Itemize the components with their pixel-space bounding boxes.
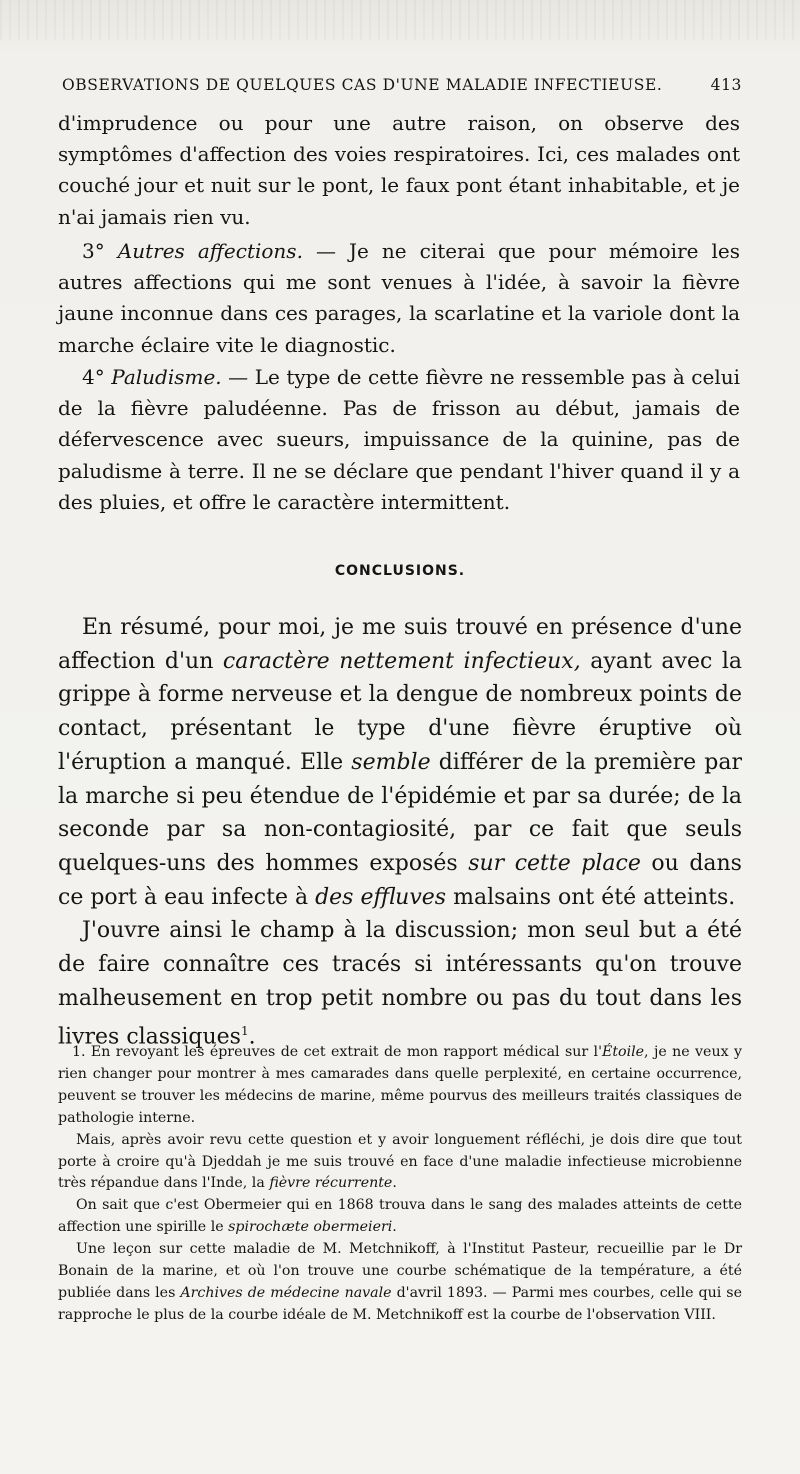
section-number: 4° [82,365,105,389]
section-title-conclusions: CONCLUSIONS. [334,563,466,579]
paragraph-paludisme [58,362,740,518]
footnote-paragraph: On sait que c'est Obermeier qui en 1868 trouva dans le sang des malades atteints de cette affection une spirille le spirochæte obermeieri. [58,1197,742,1236]
footnote-marker: 1 [240,1024,249,1039]
paragraph-respiratory [58,108,740,233]
footnote-1: 1. En revoyant les épreuves de cet extrait de mon rapport médical sur l'Étoile, je ne veux y rien changer pour montrer à mes camarades dans quelle perplexité, en certaine occurrence, peuvent se trouver les médecins de marine, même pourvus des meilleurs traités classiques de pathologie interne. [58,1044,742,1126]
paragraph-text: — Le type de cette fièvre ne ressemble pas à celui de la fièvre paludéenne. Pas de frisson au début, jamais de défervescence avec sueurs, impuissance de la quinine, pas de paludisme à terre. Il ne se déclare que pendant l'hiver quand il y a des pluies, et offre le caractère intermittent. [58,365,740,514]
section-heading: Autres affections. [117,239,303,263]
paragraph-text: — Je ne citerai que pour mémoire les autres affections qui me sont venues à l'idée, à savoir la fièvre jaune inconnue dans ces parages, la scarlatine et la variole dont la marche éclaire vite le diagnostic. [58,239,740,357]
conclusion-paragraph-1: En résumé, pour moi, je me suis trouvé en présence d'une affection d'un caractère nettement infectieux, ayant avec la grippe à forme nerveuse et la dengue de nombreux points de contact, présentant le type d'une fièvre éruptive où l'éruption a manqué. Elle semble différer de la première par la marche si peu étendue de l'épidémie et par sa durée; de la seconde par sa non-contagiosité, par ce fait que seuls quelques-uns des hommes exposés sur cette place ou dans ce port à eau infecte à des effluves malsains ont été atteints. [58,615,742,910]
page-number: 413 [710,76,742,94]
section-number: 3° [82,239,105,263]
conclusion-paragraph-2: J'ouvre ainsi le champ à la discussion; mon seul but a été de faire connaître ces tracés si intéressants qu'on trouve malheusement en trop petit nombre ou pas du tout dans les livres classiques$^1$. [58,918,742,1050]
page-edge-texture [0,0,800,40]
footnote-paragraph: Une leçon sur cette maladie de M. Metchnikoff, à l'Institut Pasteur, recueillie par le Dr Bonain de la marine, et où l'on trouve une courbe schématique de la température, a été publiée dans les Archives de médecine navale d'avril 1893. — Parmi mes courbes, celle qui se rapproche le plus de la courbe idéale de M. Metchnikoff est la courbe de l'observation VIII. [58,1241,742,1323]
conclusions-body [58,611,742,1054]
footnote-paragraph: Mais, après avoir revu cette question et y avoir longuement réfléchi, je dois dire que tout porte à croire qu'à Djeddah je me suis trouvé en face d'une maladie infectieuse microbienne très répandue dans l'Inde, la fièvre récurrente. [58,1131,742,1192]
running-header [62,76,742,94]
paragraph-text: d'imprudence ou pour une autre raison, on observe des symptômes d'affection des voies respiratoires. Ici, ces malades ont couché jour et nuit sur le pont, le faux pont étant inhabitable, et je n'ai jamais rien vu. [58,111,740,229]
paragraph-other-affections [58,236,740,361]
section-heading: Paludisme. [111,365,222,389]
running-title: OBSERVATIONS DE QUELQUES CAS D'UNE MALADIE INFECTIEUSE. [62,76,663,94]
footnotes [58,1042,742,1327]
